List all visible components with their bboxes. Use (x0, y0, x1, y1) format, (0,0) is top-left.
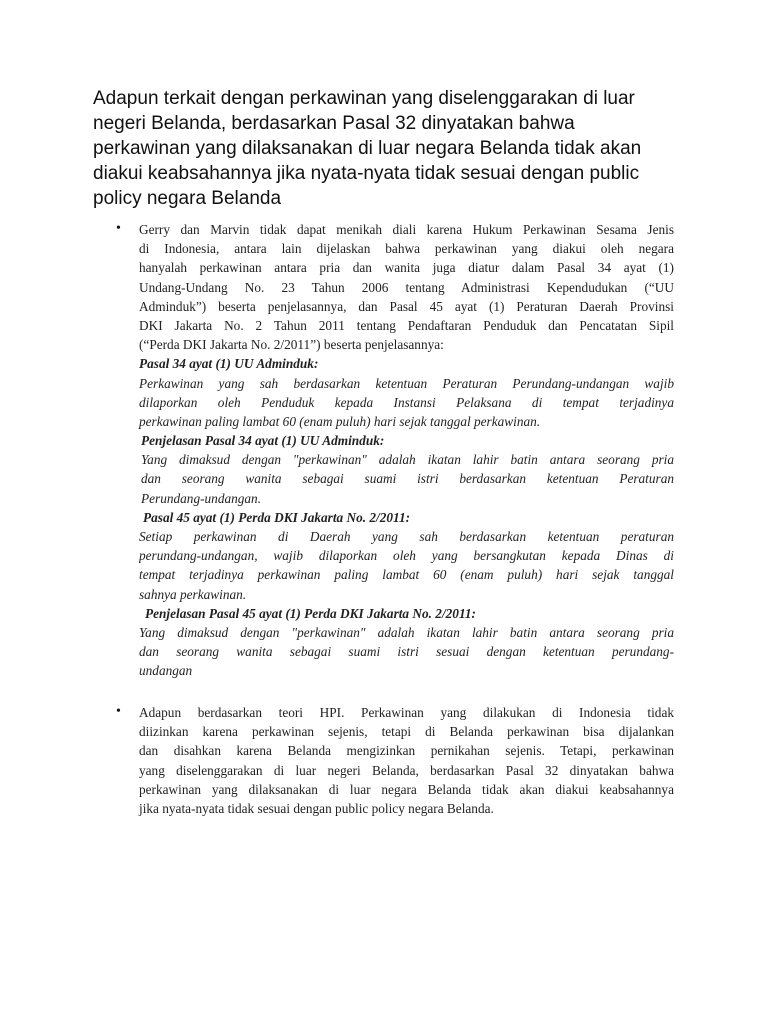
quote-line: Setiap perkawinan di Daerah yang sah berdasarkan ketentuan peraturan (139, 529, 674, 544)
legal-section-pasal-45 (139, 508, 674, 604)
document-heading (93, 86, 683, 211)
quote-line: dilaporkan oleh Penduduk kepada Instansi Pelaksana di tempat terjadinya (139, 394, 674, 410)
heading-line: Adapun terkait dengan perkawinan yang diselenggarakan di luar (93, 88, 635, 109)
section-title: Pasal 45 ayat (1) Perda DKI Jakarta No. 2/2011: (143, 509, 411, 525)
quote-line: Yang dimaksud dengan "perkawinan" adalah ikatan lahir batin antara seorang pria (141, 452, 674, 468)
paragraph-line: dan disahkan karena Belanda mengizinkan pernikahan sejenis. Tetapi, perkawinan (139, 743, 674, 759)
bullet-icon: • (116, 221, 121, 236)
paragraph-line: diizinkan karena perkawinan sejenis, tetapi di Belanda perkawinan bisa dijalankan (139, 724, 674, 740)
paragraph-line: perkawinan yang dilaksanakan di luar negara Belanda tidak akan diakui keabsahannya (139, 781, 674, 797)
heading-line: policy negara Belanda (93, 188, 282, 209)
quote-line: dan seorang wanita sebagai suami istri sesuai dengan ketentuan perundang- (139, 644, 674, 660)
section-title: Pasal 34 ayat (1) UU Adminduk: (139, 356, 319, 372)
quote-line: dan seorang wanita sebagai suami istri berdasarkan ketentuan Peraturan (141, 471, 674, 487)
section-title: Penjelasan Pasal 45 ayat (1) Perda DKI Jakarta No. 2/2011: (145, 605, 476, 621)
paragraph-line: Gerry dan Marvin tidak dapat menikah diali karena Hukum Perkawinan Sesama Jenis (139, 222, 674, 237)
quote-line: tempat terjadinya perkawinan paling lambat 60 (enam puluh) hari sejak tanggal (139, 567, 674, 583)
paragraph-line: jika nyata-nyata tidak sesuai dengan public policy negara Belanda. (139, 800, 494, 816)
heading-line: negeri Belanda, berdasarkan Pasal 32 dinyatakan bahwa (93, 113, 575, 134)
quote-line: perundang-undangan, wajib dilaporkan oleh yang bersangkutan kepada Dinas di (139, 548, 674, 564)
heading-line: perkawinan yang dilaksanakan di luar negara Belanda tidak akan (93, 138, 642, 159)
paragraph-line: Undang-Undang No. 23 Tahun 2006 tentang Administrasi Kependudukan (“UU (139, 279, 674, 295)
bullet-point-1 (139, 220, 674, 681)
quote-line: perkawinan paling lambat 60 (enam puluh) hari sejak tanggal perkawinan. (139, 413, 541, 429)
section-title: Penjelasan Pasal 34 ayat (1) UU Adminduk: (141, 433, 385, 449)
paragraph-line: DKI Jakarta No. 2 Tahun 2011 tentang Pendaftaran Penduduk dan Pencatatan Sipil (139, 317, 674, 333)
paragraph-line: (“Perda DKI Jakarta No. 2/2011”) beserta penjelasannya: (139, 337, 444, 353)
quote-line: Yang dimaksud dengan "perkawinan" adalah ikatan lahir batin antara seorang pria (139, 624, 674, 640)
paragraph-line: yang diselenggarakan di luar negeri Belanda, berdasarkan Pasal 32 dinyatakan bahwa (139, 762, 674, 778)
quote-line: Perundang-undangan. (141, 490, 262, 506)
legal-section-pasal-34 (139, 354, 674, 431)
paragraph-line: Adminduk”) beserta penjelasannya, dan Pasal 45 ayat (1) Peraturan Daerah Provinsi (139, 298, 674, 314)
bullet-point-2 (139, 703, 674, 818)
paragraph-line: Adapun berdasarkan teori HPI. Perkawinan yang dilakukan di Indonesia tidak (139, 705, 674, 720)
legal-section-penjelasan-34 (139, 431, 674, 508)
quote-line: Perkawinan yang sah berdasarkan ketentuan Peraturan Perundang-undangan wajib (139, 375, 674, 391)
paragraph-line: di Indonesia, antara lain dijelaskan bahwa perkawinan yang diakui oleh negara (139, 241, 674, 257)
heading-line: diakui keabsahannya jika nyata-nyata tidak sesuai dengan public (93, 163, 640, 184)
paragraph-line: hanyalah perkawinan antara pria dan wanita juga diatur dalam Pasal 34 ayat (1) (139, 260, 674, 276)
bullet-icon: • (116, 704, 121, 719)
legal-section-penjelasan-45 (139, 604, 674, 681)
quote-line: sahnya perkawinan. (139, 586, 247, 602)
quote-line: undangan (139, 663, 193, 679)
